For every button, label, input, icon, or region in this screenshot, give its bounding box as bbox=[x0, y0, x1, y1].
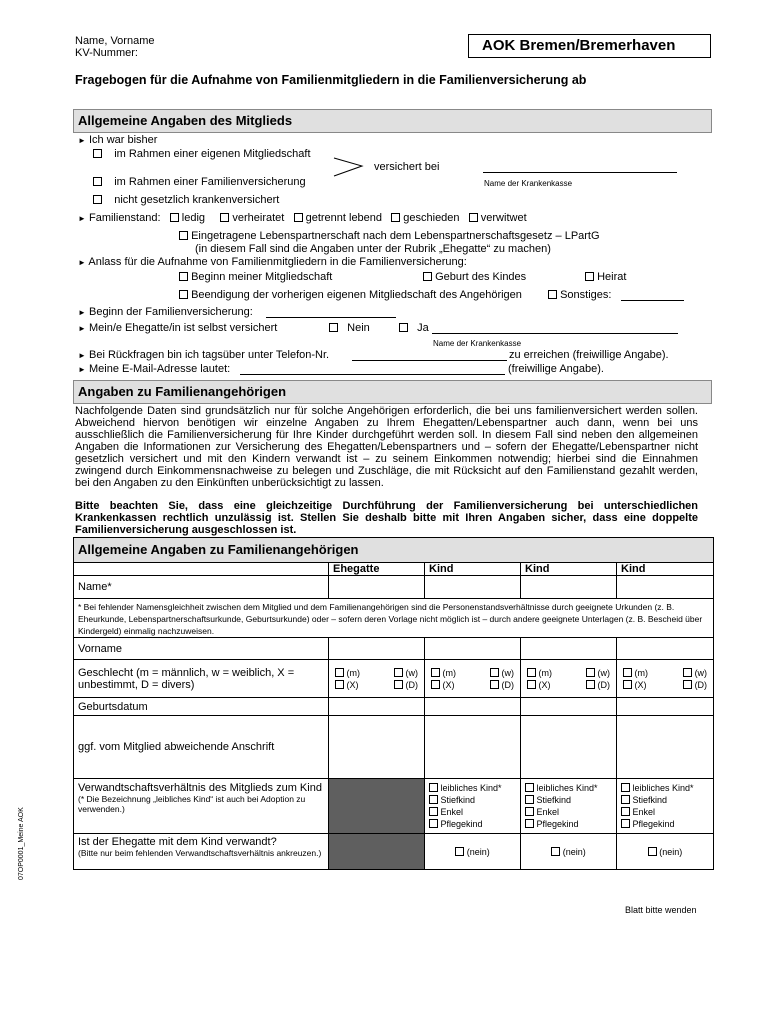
birthdate-input-child-3[interactable] bbox=[617, 698, 714, 716]
kasse-caption: Name der Krankenkasse bbox=[484, 179, 573, 188]
option-own-label: im Rahmen einer eigenen Mitgliedschaft bbox=[114, 148, 311, 160]
col-spouse: Ehegatte bbox=[329, 563, 425, 576]
form-code: 07OP0001_Meine AOK bbox=[18, 807, 25, 880]
reason-other-line[interactable] bbox=[621, 300, 684, 301]
address-input-child-2[interactable] bbox=[521, 716, 617, 779]
relation-spouse-disabled bbox=[329, 779, 425, 834]
phone-label: Bei Rückfragen bin ich tagsüber unter Telefon-Nr. bbox=[88, 349, 330, 361]
address-input-spouse[interactable] bbox=[329, 716, 425, 779]
insured-at-label: versichert bei bbox=[374, 161, 440, 173]
was-label: Ich war bisher bbox=[88, 134, 158, 146]
col-child-3: Kind bbox=[617, 563, 714, 576]
gender-child-3[interactable]: (m) (w) (X) (D) bbox=[617, 660, 714, 698]
reason-birth[interactable] bbox=[423, 271, 526, 284]
insurer-box: AOK Bremen/Bremerhaven bbox=[468, 34, 711, 58]
kasse-caption-2: Name der Krankenkasse bbox=[433, 339, 522, 348]
email-line[interactable] bbox=[240, 374, 505, 375]
turn-over-note: Blatt bitte wenden bbox=[625, 905, 697, 915]
related-row-label bbox=[74, 834, 329, 870]
status-label: Familienstand: bbox=[88, 212, 161, 224]
reason-other-label: Sonstiges: bbox=[560, 289, 612, 301]
option-not-insured[interactable] bbox=[93, 194, 279, 207]
vorname-input-spouse[interactable] bbox=[329, 638, 425, 660]
option-partnership[interactable] bbox=[179, 230, 600, 243]
kv-number-label: KV-Nummer: bbox=[75, 47, 138, 59]
name-row-label: Name* bbox=[74, 576, 329, 599]
double-insurance-warning: Bitte beachten Sie, dass eine gleichzeitige Durchführung der Familienversicherung bei unterschiedlichen Krankenkassen rechtlich unzulässig ist. Stellen Sie deshalb bitte mit Ihren Angaben sicher, dass eine doppelte Familienversicherung ausgeschlossen ist. bbox=[75, 500, 698, 536]
relation-row-label bbox=[74, 779, 329, 834]
birthdate-input-spouse[interactable] bbox=[329, 698, 425, 716]
related-child-2[interactable]: (nein) bbox=[521, 834, 617, 870]
insurer-name-line[interactable] bbox=[483, 172, 677, 173]
spouse-no[interactable] bbox=[329, 322, 370, 335]
spouse-yes-label: Ja bbox=[417, 322, 429, 334]
reason-end[interactable] bbox=[179, 289, 522, 302]
spouse-label: Mein/e Ehegatte/in ist selbst versichert bbox=[88, 322, 278, 334]
birthdate-row-label: Geburtsdatum bbox=[74, 698, 329, 716]
option-own-membership[interactable] bbox=[93, 148, 311, 161]
relation-child-1[interactable]: leibliches Kind* Stiefkind Enkel Pflegekind bbox=[425, 779, 521, 834]
vorname-input-child-3[interactable] bbox=[617, 638, 714, 660]
form-title: Fragebogen für die Aufnahme von Familienmitgliedern in die Familienversicherung ab bbox=[75, 73, 587, 87]
status-ledig: ledig bbox=[181, 212, 206, 224]
name-input-child-1[interactable] bbox=[425, 576, 521, 599]
reason-end-label: Beendigung der vorherigen eigenen Mitgliedschaft des Angehörigen bbox=[191, 289, 522, 301]
reason-marriage-label: Heirat bbox=[597, 271, 627, 283]
checkbox-verwitwet[interactable] bbox=[469, 213, 478, 222]
relatives-table bbox=[73, 537, 714, 870]
address-input-child-1[interactable] bbox=[425, 716, 521, 779]
email-label: Meine E-Mail-Adresse lautet: bbox=[88, 363, 231, 375]
name-label: Name, Vorname bbox=[75, 35, 155, 47]
name-input-child-3[interactable] bbox=[617, 576, 714, 599]
reason-label-row: ► Anlass für die Aufnahme von Familienmitgliedern in die Familienversicherung: bbox=[78, 256, 467, 268]
address-input-child-3[interactable] bbox=[617, 716, 714, 779]
checkbox-spouse-no[interactable] bbox=[329, 323, 338, 332]
reason-other[interactable] bbox=[548, 289, 611, 302]
checkbox-geschieden[interactable] bbox=[391, 213, 400, 222]
spouse-insurer-line[interactable] bbox=[432, 333, 678, 334]
gender-child-1[interactable]: (m) (w) (X) (D) bbox=[425, 660, 521, 698]
table-title: Allgemeine Angaben zu Familienangehörigen bbox=[74, 538, 714, 563]
related-label: Ist der Ehegatte mit dem Kind verwandt? bbox=[78, 836, 277, 848]
relation-child-3[interactable]: leibliches Kind* Stiefkind Enkel Pflegekind bbox=[617, 779, 714, 834]
option-family-insurance[interactable] bbox=[93, 176, 306, 189]
related-child-1[interactable]: (nein) bbox=[425, 834, 521, 870]
header-empty bbox=[74, 563, 329, 576]
checkbox-reason-other[interactable] bbox=[548, 290, 557, 299]
phone-suffix: zu erreichen (freiwillige Angabe). bbox=[509, 349, 669, 361]
checkbox-reason-end[interactable] bbox=[179, 290, 188, 299]
relation-label: Verwandtschaftsverhältnis des Mitglieds zum Kind bbox=[78, 782, 322, 794]
relatives-paragraph: Nachfolgende Daten sind grundsätzlich nur für solche Angehörigen erforderlich, die bei uns familienversichert werden sollen. Abweichend hiervon benötigen wir einzelne Angaben zu Ihrem Ehegatten/Lebenspartner auch dann, wenn bei uns ausschließlich die Familienversicherung für Ihre Kinder durchgeführt werden soll. In diesem Fall sind neben den allgemeinen Angaben die Informationen zur Versicherung des Ehegatten/Lebenspartners und – sofern der Ehegatte/Lebenspartner nicht gesetzlich versichert und mit den Kindern verwandt ist – zu seinem Einkommen notwendig; hierbei sind die Einnahmen zwingend durch Einkommensnachweise zu belegen und Zuschläge, die mit Rücksicht auf den Familienstand gezahlt werden, bei den Angaben zu den Einkünften unberücksichtigt zu lassen. bbox=[75, 405, 698, 489]
checkbox-reason-marriage[interactable] bbox=[585, 272, 594, 281]
checkbox-reason-start[interactable] bbox=[179, 272, 188, 281]
related-spouse-disabled bbox=[329, 834, 425, 870]
phone-line[interactable] bbox=[352, 360, 507, 361]
partnership-note: (in diesem Fall sind die Angaben unter der Rubrik „Ehegatte“ zu machen) bbox=[195, 243, 551, 255]
checkbox-spouse-yes[interactable] bbox=[399, 323, 408, 332]
reason-birth-label: Geburt des Kindes bbox=[435, 271, 527, 283]
name-footnote: * Bei fehlender Namensgleichheit zwischen dem Mitglied und dem Familienangehörigen sind die Personenstandsverhältnisse durch geeignete Urkunden (z. B. Eheurkunde, Lebenspartnerschaftsurkunde, Geburtsurkunde) oder – sofern deren Vorlage nicht möglich ist – durch andere geeignete Unterlagen (z. B. Bescheid über Kindergeld) einmalig nachzuweisen. bbox=[74, 599, 714, 638]
checkbox-getrennt[interactable] bbox=[294, 213, 303, 222]
begin-row: ► Beginn der Familienversicherung: bbox=[78, 306, 253, 318]
checkbox-partnership[interactable] bbox=[179, 231, 188, 240]
col-child-1: Kind bbox=[425, 563, 521, 576]
vorname-input-child-2[interactable] bbox=[521, 638, 617, 660]
reason-start[interactable] bbox=[179, 271, 332, 284]
was-label-row: ► Ich war bisher bbox=[78, 134, 158, 146]
spouse-row: ► Mein/e Ehegatte/in ist selbst versichert bbox=[78, 322, 278, 334]
name-input-spouse[interactable] bbox=[329, 576, 425, 599]
checkbox-reason-birth[interactable] bbox=[423, 272, 432, 281]
related-note: (Bitte nur beim fehlenden Verwandtschaftsverhältnis ankreuzen.) bbox=[78, 848, 322, 858]
email-row: ► Meine E-Mail-Adresse lautet: bbox=[78, 363, 231, 375]
status-row: ► Familienstand: ledig verheiratet getrennt lebend geschieden verwitwet bbox=[78, 212, 527, 224]
gender-child-2[interactable]: (m) (w) (X) (D) bbox=[521, 660, 617, 698]
section-member-title: Allgemeine Angaben des Mitglieds bbox=[73, 109, 712, 133]
checkbox-own[interactable] bbox=[93, 149, 102, 158]
option-family-label: im Rahmen einer Familienversicherung bbox=[114, 176, 306, 188]
address-row-label: ggf. vom Mitglied abweichende Anschrift bbox=[74, 716, 329, 779]
related-child-3[interactable]: (nein) bbox=[617, 834, 714, 870]
col-child-2: Kind bbox=[521, 563, 617, 576]
partnership-label: Eingetragene Lebenspartnerschaft nach dem Lebenspartnerschaftsgesetz – LPartG bbox=[191, 230, 600, 242]
gender-row-label: Geschlecht (m = männlich, w = weiblich, X = unbestimmt, D = divers) bbox=[74, 660, 329, 698]
status-verheiratet: verheiratet bbox=[232, 212, 285, 224]
option-none-label: nicht gesetzlich krankenversichert bbox=[114, 194, 280, 206]
begin-date-line[interactable] bbox=[266, 317, 396, 318]
relation-child-2[interactable]: leibliches Kind* Stiefkind Enkel Pflegekind bbox=[521, 779, 617, 834]
reason-start-label: Beginn meiner Mitgliedschaft bbox=[191, 271, 333, 283]
phone-row: ► Bei Rückfragen bin ich tagsüber unter Telefon-Nr. bbox=[78, 349, 330, 361]
checkbox-ledig[interactable] bbox=[170, 213, 179, 222]
reason-marriage[interactable] bbox=[585, 271, 626, 284]
checkbox-family[interactable] bbox=[93, 177, 102, 186]
vorname-row-label: Vorname bbox=[74, 638, 329, 660]
birthdate-input-child-1[interactable] bbox=[425, 698, 521, 716]
checkbox-verheiratet[interactable] bbox=[220, 213, 229, 222]
email-suffix: (freiwillige Angabe). bbox=[508, 363, 604, 375]
bracket-icon bbox=[332, 156, 366, 178]
checkbox-not-insured[interactable] bbox=[93, 195, 102, 204]
section-relatives-title: Angaben zu Familienangehörigen bbox=[73, 380, 712, 404]
spouse-yes[interactable] bbox=[399, 322, 429, 335]
spouse-no-label: Nein bbox=[347, 322, 370, 334]
begin-label: Beginn der Familienversicherung: bbox=[88, 306, 253, 318]
status-verwitwet: verwitwet bbox=[480, 212, 527, 224]
name-input-child-2[interactable] bbox=[521, 576, 617, 599]
birthdate-input-child-2[interactable] bbox=[521, 698, 617, 716]
status-geschieden: geschieden bbox=[403, 212, 460, 224]
gender-spouse[interactable]: (m) (w) (X) (D) bbox=[329, 660, 425, 698]
vorname-input-child-1[interactable] bbox=[425, 638, 521, 660]
reason-label: Anlass für die Aufnahme von Familienmitgliedern in die Familienversicherung: bbox=[88, 256, 467, 268]
status-getrennt: getrennt lebend bbox=[305, 212, 383, 224]
relation-note: (* Die Bezeichnung „leibliches Kind“ ist auch bei Adoption zu verwenden.) bbox=[78, 794, 306, 814]
